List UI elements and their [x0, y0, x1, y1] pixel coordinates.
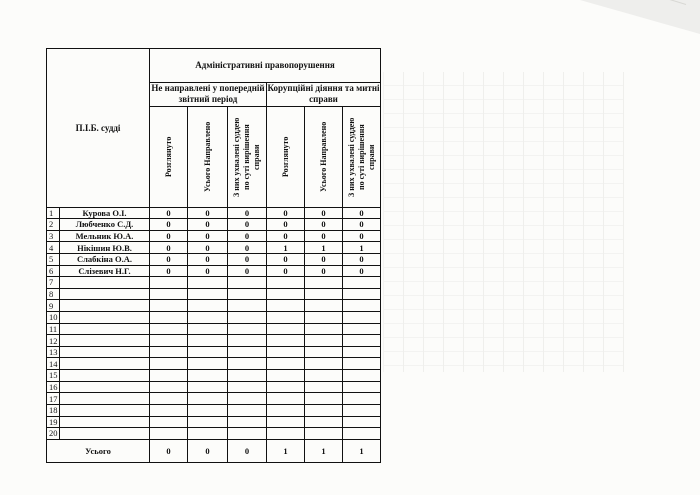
- value-cell: [150, 358, 188, 370]
- value-cell: [188, 346, 228, 358]
- judge-name: [60, 323, 150, 335]
- total-cell: 0: [188, 439, 228, 462]
- row-number: 18: [47, 404, 60, 416]
- row-number: 15: [47, 370, 60, 382]
- row-number: 3: [47, 230, 60, 242]
- value-cell: [188, 370, 228, 382]
- value-cell: [343, 358, 381, 370]
- value-cell: 0: [228, 242, 267, 254]
- value-cell: [343, 428, 381, 440]
- value-cell: [267, 288, 305, 300]
- row-number: 14: [47, 358, 60, 370]
- value-cell: 0: [343, 219, 381, 231]
- row-number: 2: [47, 219, 60, 231]
- value-cell: [150, 335, 188, 347]
- total-cell: 0: [150, 439, 188, 462]
- row-number: 17: [47, 393, 60, 405]
- judge-name: [60, 300, 150, 312]
- value-cell: [150, 381, 188, 393]
- value-cell: 0: [305, 230, 343, 242]
- row-number: 1: [47, 207, 60, 219]
- court-stats-table: [46, 48, 381, 463]
- value-cell: 0: [150, 230, 188, 242]
- table-row: [47, 253, 381, 265]
- judge-name: Любченко С.Д.: [60, 219, 150, 231]
- value-cell: [267, 277, 305, 289]
- table-row: [47, 323, 381, 335]
- value-cell: 0: [343, 253, 381, 265]
- value-cell: [305, 335, 343, 347]
- fio-header: П.І.Б. судді: [47, 49, 150, 208]
- total-cell: 1: [267, 439, 305, 462]
- value-cell: [188, 300, 228, 312]
- value-cell: [228, 335, 267, 347]
- value-cell: [343, 346, 381, 358]
- value-cell: [188, 288, 228, 300]
- value-cell: 0: [343, 265, 381, 277]
- table-row: [47, 393, 381, 405]
- judge-name: Курова О.І.: [60, 207, 150, 219]
- table-row: [47, 428, 381, 440]
- value-cell: 0: [343, 230, 381, 242]
- subgroup-header-1: Не направлені у попередній звітний період: [151, 83, 265, 105]
- value-cell: [343, 300, 381, 312]
- table-row: [47, 230, 381, 242]
- value-cell: [305, 277, 343, 289]
- value-cell: [267, 323, 305, 335]
- row-number: 9: [47, 300, 60, 312]
- column-header: Розглянуто: [267, 106, 305, 207]
- judge-name: [60, 381, 150, 393]
- row-number: 12: [47, 335, 60, 347]
- value-cell: 0: [188, 207, 228, 219]
- value-cell: [267, 416, 305, 428]
- judge-name: Слізевич Н.Г.: [60, 265, 150, 277]
- value-cell: [188, 312, 228, 324]
- value-cell: [305, 370, 343, 382]
- total-cell: 1: [343, 439, 381, 462]
- value-cell: [228, 346, 267, 358]
- value-cell: 0: [228, 253, 267, 265]
- value-cell: 0: [343, 207, 381, 219]
- value-cell: 0: [150, 242, 188, 254]
- judge-name: [60, 370, 150, 382]
- value-cell: [228, 393, 267, 405]
- value-cell: [188, 323, 228, 335]
- value-cell: [228, 277, 267, 289]
- value-cell: [188, 358, 228, 370]
- value-cell: [150, 346, 188, 358]
- value-cell: 0: [228, 207, 267, 219]
- judge-name: [60, 335, 150, 347]
- value-cell: [343, 312, 381, 324]
- value-cell: [150, 428, 188, 440]
- value-cell: 0: [267, 230, 305, 242]
- value-cell: [188, 381, 228, 393]
- table-row: [47, 300, 381, 312]
- value-cell: 0: [150, 207, 188, 219]
- value-cell: [305, 346, 343, 358]
- table-row: [47, 381, 381, 393]
- judge-name: [60, 416, 150, 428]
- row-number: 6: [47, 265, 60, 277]
- column-header: Усього Направлено: [305, 106, 343, 207]
- value-cell: [188, 404, 228, 416]
- table-row: [47, 358, 381, 370]
- bleed-through-grid: [383, 72, 624, 372]
- value-cell: [228, 428, 267, 440]
- value-cell: 0: [150, 265, 188, 277]
- row-number: 8: [47, 288, 60, 300]
- value-cell: [188, 393, 228, 405]
- value-cell: [267, 370, 305, 382]
- value-cell: 0: [188, 219, 228, 231]
- value-cell: [150, 323, 188, 335]
- value-cell: [228, 300, 267, 312]
- value-cell: [228, 312, 267, 324]
- table-row: [47, 207, 381, 219]
- table-row: [47, 265, 381, 277]
- judge-name: [60, 288, 150, 300]
- row-number: 13: [47, 346, 60, 358]
- value-cell: [188, 416, 228, 428]
- table-row: [47, 335, 381, 347]
- value-cell: [150, 277, 188, 289]
- value-cell: [228, 288, 267, 300]
- value-cell: 0: [267, 207, 305, 219]
- group-header: Адміністративні правопорушення: [150, 49, 381, 83]
- value-cell: [267, 346, 305, 358]
- value-cell: [267, 312, 305, 324]
- value-cell: 0: [150, 253, 188, 265]
- value-cell: [343, 323, 381, 335]
- column-header: Розглянуто: [150, 106, 188, 207]
- value-cell: [150, 404, 188, 416]
- value-cell: [150, 300, 188, 312]
- table-row: [47, 312, 381, 324]
- value-cell: [343, 381, 381, 393]
- value-cell: [150, 416, 188, 428]
- value-cell: [343, 288, 381, 300]
- total-cell: 0: [228, 439, 267, 462]
- row-number: 20: [47, 428, 60, 440]
- value-cell: 0: [188, 242, 228, 254]
- value-cell: [343, 416, 381, 428]
- value-cell: [150, 370, 188, 382]
- value-cell: 0: [228, 265, 267, 277]
- value-cell: [305, 358, 343, 370]
- table-row: [47, 404, 381, 416]
- value-cell: [305, 300, 343, 312]
- value-cell: 1: [267, 242, 305, 254]
- table-row: [47, 346, 381, 358]
- value-cell: [305, 428, 343, 440]
- table-row: [47, 242, 381, 254]
- value-cell: [150, 393, 188, 405]
- value-cell: [305, 416, 343, 428]
- row-number: 4: [47, 242, 60, 254]
- value-cell: [228, 370, 267, 382]
- value-cell: 0: [267, 253, 305, 265]
- row-number: 16: [47, 381, 60, 393]
- table-row: [47, 370, 381, 382]
- value-cell: 0: [150, 219, 188, 231]
- row-number: 7: [47, 277, 60, 289]
- row-number: 10: [47, 312, 60, 324]
- value-cell: [267, 300, 305, 312]
- value-cell: 0: [267, 219, 305, 231]
- subgroup-header-2: Корупційні діяння та митні справи: [267, 83, 380, 105]
- judge-name: [60, 312, 150, 324]
- value-cell: 1: [305, 242, 343, 254]
- value-cell: 0: [305, 207, 343, 219]
- value-cell: [267, 335, 305, 347]
- value-cell: [305, 381, 343, 393]
- value-cell: [150, 312, 188, 324]
- value-cell: 0: [188, 253, 228, 265]
- value-cell: [267, 428, 305, 440]
- value-cell: [267, 381, 305, 393]
- judge-name: [60, 358, 150, 370]
- value-cell: [305, 312, 343, 324]
- value-cell: [228, 404, 267, 416]
- value-cell: 0: [305, 253, 343, 265]
- value-cell: [267, 358, 305, 370]
- total-cell: 1: [305, 439, 343, 462]
- column-header: З них ухвалені суддею по суті вирішення справи: [343, 106, 381, 207]
- row-number: 5: [47, 253, 60, 265]
- value-cell: 0: [188, 230, 228, 242]
- value-cell: [267, 404, 305, 416]
- value-cell: [343, 370, 381, 382]
- value-cell: 1: [343, 242, 381, 254]
- value-cell: 0: [267, 265, 305, 277]
- table-row: [47, 288, 381, 300]
- value-cell: [305, 404, 343, 416]
- judge-name: [60, 404, 150, 416]
- table-row: [47, 277, 381, 289]
- value-cell: 0: [188, 265, 228, 277]
- folded-corner: [580, 0, 700, 34]
- judge-name: [60, 277, 150, 289]
- value-cell: [228, 381, 267, 393]
- value-cell: [343, 404, 381, 416]
- value-cell: [343, 277, 381, 289]
- judge-name: Слабкіна О.А.: [60, 253, 150, 265]
- value-cell: [305, 288, 343, 300]
- value-cell: [267, 393, 305, 405]
- judge-name: [60, 428, 150, 440]
- judge-name: [60, 393, 150, 405]
- column-header: Усього Направлено: [188, 106, 228, 207]
- value-cell: [228, 416, 267, 428]
- row-number: 19: [47, 416, 60, 428]
- value-cell: [188, 277, 228, 289]
- value-cell: [343, 393, 381, 405]
- value-cell: 0: [228, 230, 267, 242]
- value-cell: [188, 428, 228, 440]
- value-cell: [343, 335, 381, 347]
- value-cell: [188, 335, 228, 347]
- table-row: [47, 219, 381, 231]
- value-cell: [305, 393, 343, 405]
- value-cell: [228, 358, 267, 370]
- value-cell: [228, 323, 267, 335]
- judge-name: [60, 346, 150, 358]
- judge-name: Нікішин Ю.В.: [60, 242, 150, 254]
- column-header: З них ухвалені суддею по суті вирішення справи: [228, 106, 267, 207]
- table-row: [47, 416, 381, 428]
- judge-name: Мельник Ю.А.: [60, 230, 150, 242]
- value-cell: [305, 323, 343, 335]
- value-cell: 0: [228, 219, 267, 231]
- value-cell: 0: [305, 265, 343, 277]
- value-cell: [150, 288, 188, 300]
- total-label: Усього: [47, 439, 150, 462]
- value-cell: 0: [305, 219, 343, 231]
- row-number: 11: [47, 323, 60, 335]
